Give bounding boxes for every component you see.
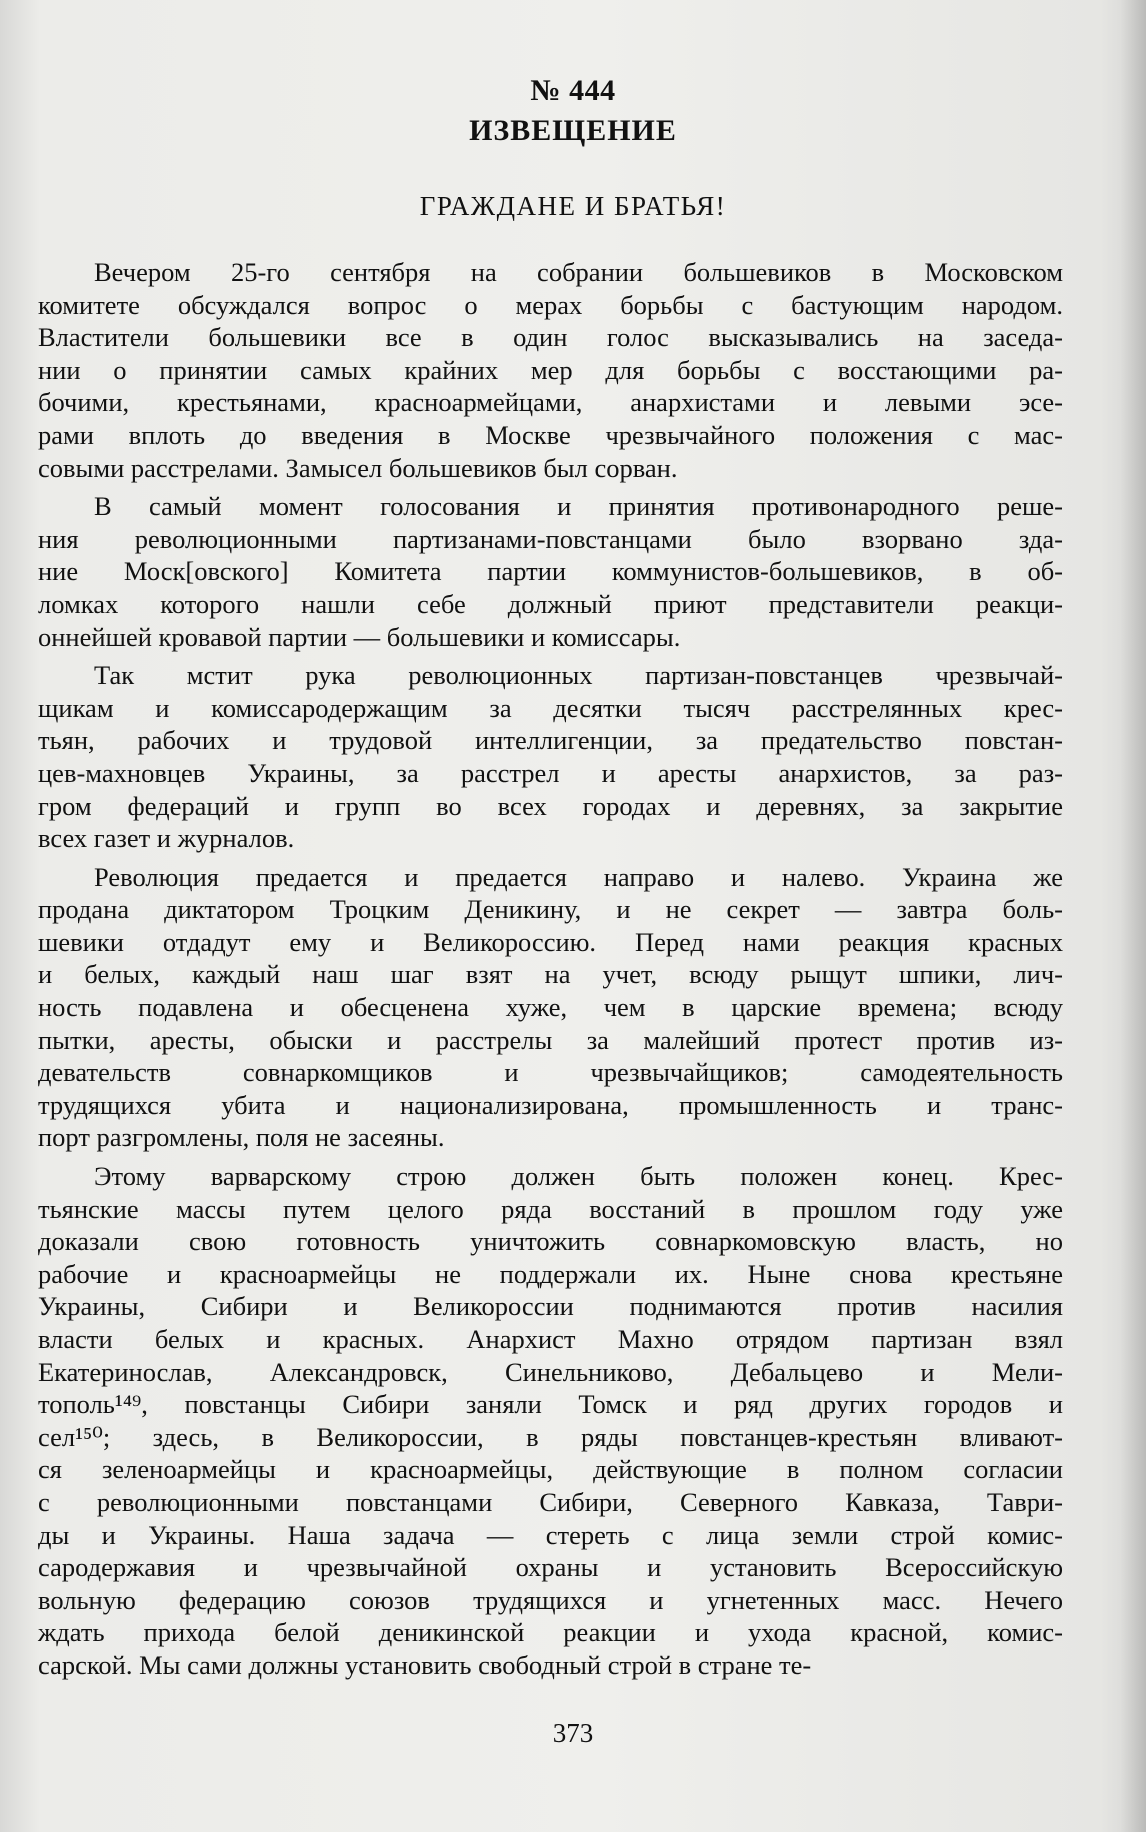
document-title: ИЗВЕЩЕНИЕ [469, 114, 677, 147]
text-line: нии о принятии самых крайних мер для борьбы с восстающими ра- [38, 354, 1063, 385]
page-edge-shadow [1120, 0, 1146, 1832]
text-line: ность подавлена и обесценена хуже, чем в царские времена; всюду [38, 992, 1063, 1023]
text-line: с революционными повстанцами Сибири, Северного Кавказа, Таври- [38, 1486, 1063, 1517]
text-line: Этому варварскому строю должен быть положен конец. Крес- [94, 1161, 1063, 1192]
document-subtitle: ГРАЖДАНЕ И БРАТЬЯ! [419, 191, 727, 221]
text-line: совыми расстрелами. Замысел большевиков был сорван. [38, 452, 678, 483]
text-line: тьянские массы путем целого ряда восстаний в прошлом году уже [38, 1193, 1063, 1224]
text-line: шевики отдадут ему и Великороссию. Перед нами реакция красных [38, 926, 1063, 957]
text-line: порт разгромлены, поля не засеяны. [38, 1122, 445, 1153]
text-line: тополь¹⁴⁹, повстанцы Сибири заняли Томск и ряд других городов и [38, 1389, 1063, 1420]
page-number: 373 [552, 1718, 594, 1748]
paragraph [38, 1160, 1063, 1682]
text-line: Так мстит рука революционных партизан-повстанцев чрезвычай- [94, 660, 1063, 691]
text-line: оннейшей кровавой партии — большевики и комиссары. [38, 621, 681, 652]
paragraph [38, 861, 1063, 1154]
text-line: тьян, рабочих и трудовой интеллигенции, за предательство повстан- [38, 725, 1063, 756]
text-line: цев-махновцев Украины, за расстрел и аресты анархистов, за раз- [38, 757, 1063, 788]
text-line: всех газет и журналов. [38, 823, 295, 854]
text-line: ся зеленоармейцы и красноармейцы, действующие в полном согласии [38, 1454, 1063, 1485]
text-line: В самый момент голосования и принятия противонародного реше- [94, 491, 1063, 522]
text-line: сел¹⁵⁰; здесь, в Великороссии, в ряды повстанцев-крестьян вливают- [38, 1421, 1063, 1452]
text-line: Украины, Сибири и Великороссии поднимаются против насилия [38, 1291, 1063, 1322]
document-body [38, 256, 1063, 1688]
text-line: комитете обсуждался вопрос о мерах борьбы с бастующим народом. [38, 289, 1063, 320]
text-line: трудящихся убита и национализирована, промышленность и транс- [38, 1089, 1063, 1120]
text-line: доказали свою готовность уничтожить совнаркомовскую власть, но [38, 1226, 1063, 1257]
paragraph [38, 490, 1063, 653]
text-line: ломках которого нашли себе должный приют представители реакци- [38, 588, 1063, 619]
text-line: Вечером 25-го сентября на собрании большевиков в Московском [94, 257, 1063, 287]
text-line: Революция предается и предается направо и налево. Украина же [94, 861, 1063, 892]
text-line: бочими, крестьянами, красноармейцами, анархистами и левыми эсе- [38, 387, 1063, 418]
text-line: щикам и комиссародержащим за десятки тысяч расстрелянных крес- [38, 692, 1063, 723]
text-line: ждать прихода белой деникинской реакции и ухода красной, комис- [38, 1617, 1063, 1648]
text-line: девательств совнаркомщиков и чрезвычайщиков; самодеятельность [38, 1057, 1063, 1088]
paragraph [38, 256, 1063, 484]
text-line: продана диктатором Троцким Деникину, и не секрет — завтра боль- [38, 894, 1063, 925]
text-line: ние Моск[овского] Комитета партии коммунистов-большевиков, в об- [38, 556, 1063, 587]
paragraph [38, 659, 1063, 855]
text-line: и белых, каждый наш шаг взят на учет, всюду рыщут шпики, лич- [38, 959, 1063, 990]
text-line: сародержавия и чрезвычайной охраны и установить Всероссийскую [38, 1552, 1063, 1583]
text-line: ды и Украины. Наша задача — стереть с лица земли строй комис- [38, 1519, 1063, 1550]
text-line: Властители большевики все в один голос высказывались на заседа- [38, 322, 1063, 353]
text-line: пытки, аресты, обыски и расстрелы за малейший протест против из- [38, 1024, 1063, 1055]
text-line: вольную федерацию союзов трудящихся и угнетенных масс. Нечего [38, 1584, 1063, 1615]
document-number: № 444 [530, 74, 616, 107]
text-line: ния революционными партизанами-повстанцами было взорвано зда- [38, 523, 1063, 554]
text-line: рабочие и красноармейцы не поддержали их. Ныне снова крестьяне [38, 1258, 1063, 1289]
text-line: рами вплоть до введения в Москве чрезвычайного положения с мас- [38, 419, 1063, 450]
text-line: власти белых и красных. Анархист Махно отрядом партизан взял [38, 1324, 1063, 1354]
text-line: гром федераций и групп во всех городах и деревнях, за закрытие [38, 790, 1063, 821]
text-line: сарской. Мы сами должны установить свободный строй в стране те- [38, 1649, 812, 1680]
text-line: Екатеринослав, Александровск, Синельниково, Дебальцево и Мели- [38, 1356, 1063, 1387]
